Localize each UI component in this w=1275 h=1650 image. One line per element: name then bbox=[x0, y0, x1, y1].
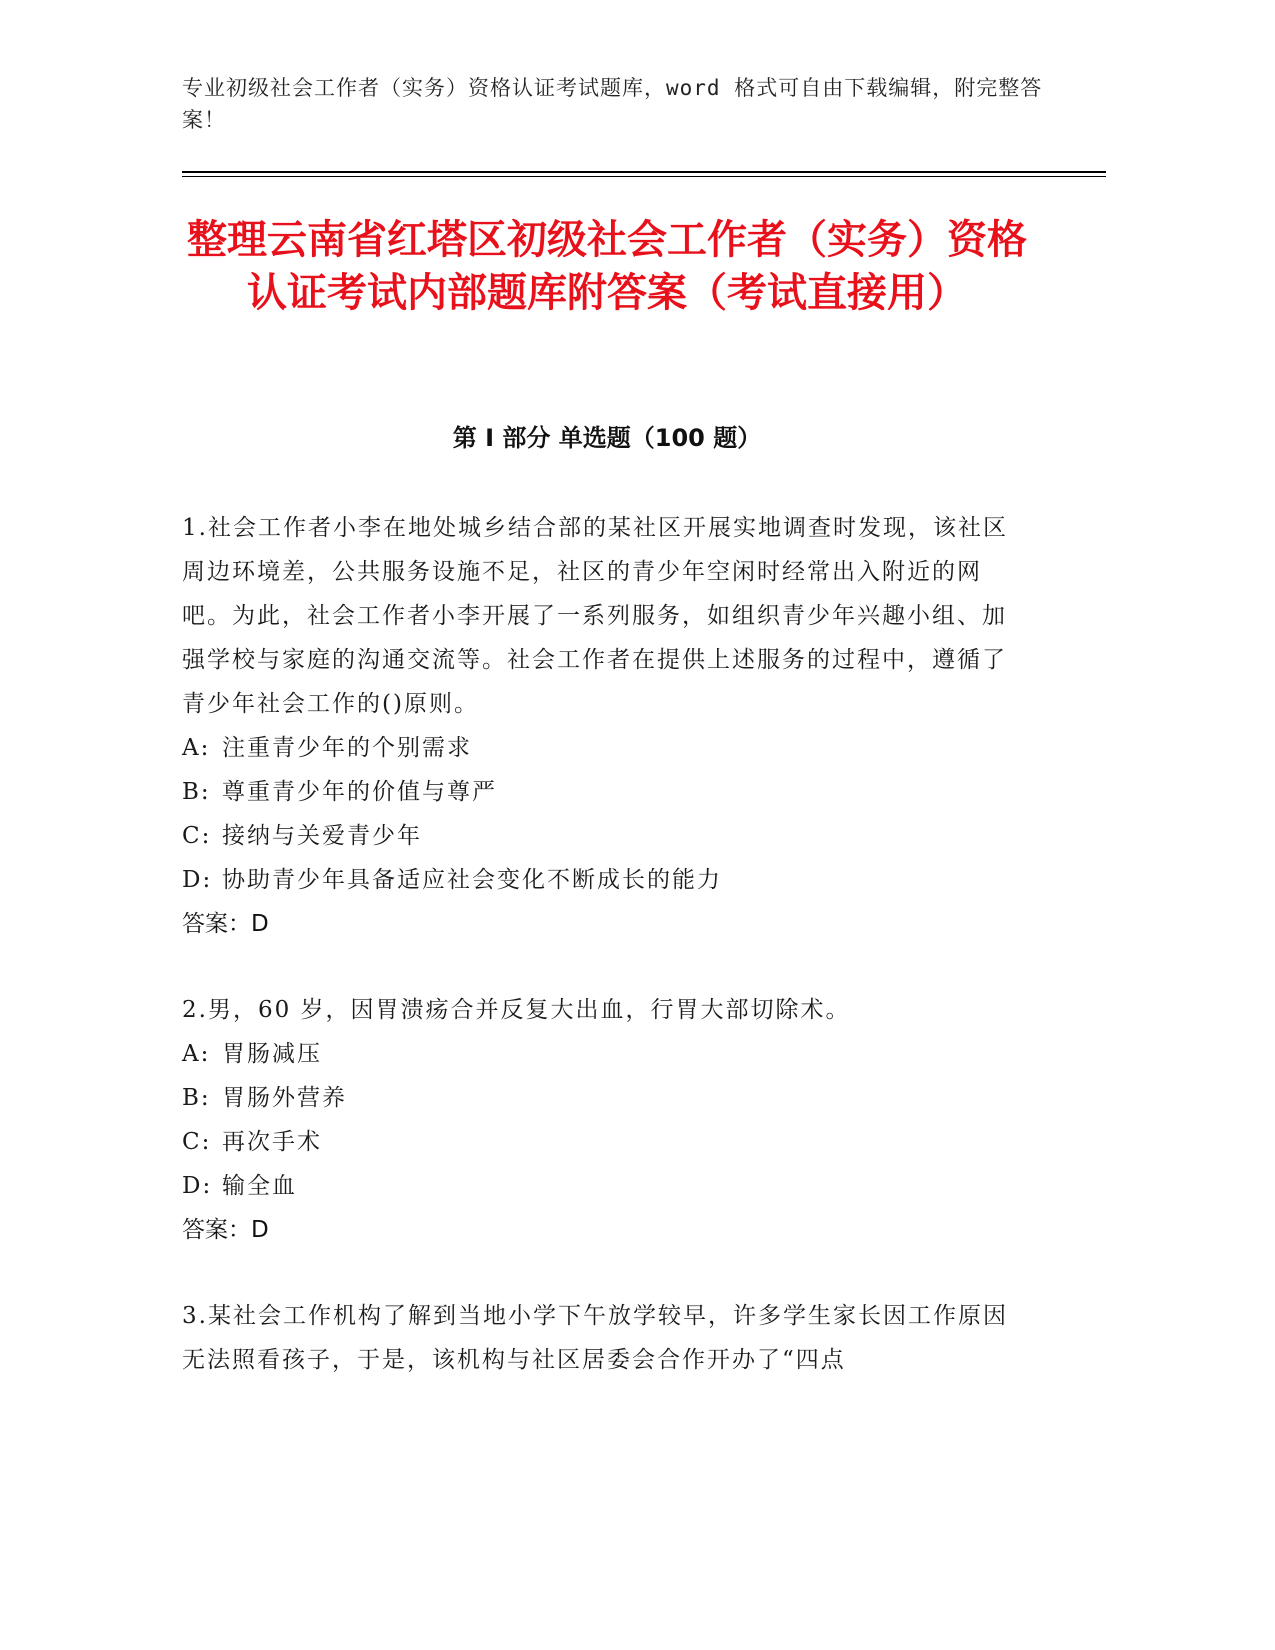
option-text: 输全血 bbox=[222, 1173, 297, 1199]
option-text: 胃肠外营养 bbox=[222, 1085, 347, 1111]
answer-line: 答案：D bbox=[182, 911, 269, 937]
option-d bbox=[182, 858, 1022, 902]
option-letter: C: bbox=[182, 1129, 212, 1155]
option-b bbox=[182, 770, 1022, 814]
option-text: 再次手术 bbox=[222, 1129, 322, 1155]
option-text: 胃肠减压 bbox=[222, 1041, 322, 1067]
option-text: 协助青少年具备适应社会变化不断成长的能力 bbox=[222, 867, 722, 893]
question-stem: 1.社会工作者小李在地处城乡结合部的某社区开展实地调查时发现，该社区周边环境差，公共服务设施不足，社区的青少年空闲时经常出入附近的网吧。为此，社会工作者小李开展了一系列服务，如组织青少年兴趣小组、加强学校与家庭的沟通交流等。社会工作者在提供上述服务的过程中，遵循了青少年社会工作的()原则。 bbox=[182, 515, 1008, 717]
header-note: 专业初级社会工作者（实务）资格认证考试题库，word 格式可自由下载编辑，附完整答案！ bbox=[182, 76, 1043, 132]
option-a bbox=[182, 1032, 1022, 1076]
answer-line: 答案：D bbox=[182, 1217, 269, 1243]
header-divider-thin bbox=[182, 176, 1106, 177]
option-d bbox=[182, 1164, 1022, 1208]
option-letter: B: bbox=[182, 779, 211, 805]
question-stem: 2.男，60 岁，因胃溃疡合并反复大出血，行胃大部切除术。 bbox=[182, 997, 851, 1023]
option-letter: C: bbox=[182, 823, 212, 849]
option-letter: A: bbox=[182, 735, 211, 761]
option-c bbox=[182, 1120, 1022, 1164]
option-text: 尊重青少年的价值与尊严 bbox=[222, 779, 497, 805]
question-2 bbox=[182, 988, 1022, 1252]
section-title: 第 I 部分 单选题（100 题） bbox=[452, 424, 762, 452]
question-list bbox=[182, 506, 1022, 1424]
question-1 bbox=[182, 506, 1022, 946]
header-divider-thick bbox=[182, 171, 1106, 173]
option-text: 接纳与关爱青少年 bbox=[222, 823, 422, 849]
option-letter: D: bbox=[182, 1173, 213, 1199]
option-letter: A: bbox=[182, 1041, 211, 1067]
option-text: 注重青少年的个别需求 bbox=[222, 735, 472, 761]
document-title: 整理云南省红塔区初级社会工作者（实务）资格认证考试内部题库附答案（考试直接用） bbox=[187, 217, 1027, 316]
question-3 bbox=[182, 1294, 1022, 1382]
option-c bbox=[182, 814, 1022, 858]
option-letter: B: bbox=[182, 1085, 211, 1111]
option-b bbox=[182, 1076, 1022, 1120]
option-a bbox=[182, 726, 1022, 770]
question-stem: 3.某社会工作机构了解到当地小学下午放学较早，许多学生家长因工作原因无法照看孩子，于是，该机构与社区居委会合作开办了“四点 bbox=[182, 1303, 1008, 1373]
option-letter: D: bbox=[182, 867, 213, 893]
